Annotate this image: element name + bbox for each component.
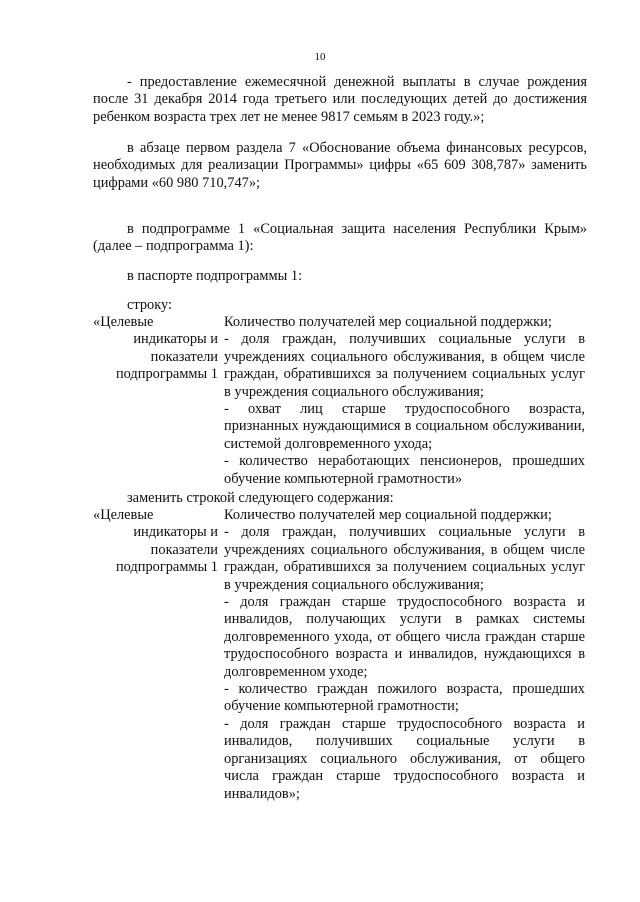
indicator-item: - количество граждан пожилого возраста, прошедших обучение компьютерной грамотности; [224, 681, 585, 715]
label-line: подпрограммы 1 [115, 366, 218, 383]
paragraph-subprogram1: в подпрограмме 1 «Социальная защита населения Республики Крым» (далее – подпрограмма 1): [93, 221, 587, 255]
label-replace: заменить строкой следующего содержания: [127, 490, 394, 506]
label-line: показатели [150, 541, 218, 558]
new-row-label [93, 507, 218, 577]
indicator-item: - доля граждан старше трудоспособного возраста и инвалидов, получивших социальные услуги в организациях социального обслуживания, от общего числа граждан старше трудоспособного возраста и инвалидов»; [224, 715, 585, 802]
label-line: подпрограммы 1 [115, 559, 218, 576]
indicator-item: - доля граждан старше трудоспособного возраста и инвалидов, получающих услуги в рамках системы долговременного ухода, от общего числа граждан старше трудоспособного возраста и инвалидов, нуждающихся в долговременном уходе; [224, 594, 585, 680]
paragraph-payment: - предоставление ежемесячной денежной выплаты в случае рождения после 31 декабря 2014 года третьего или последующих детей до достижения ребенком возраста трех лет не менее 9817 семьям в 2023 году.»; [93, 74, 587, 125]
label-line: индикаторы и [133, 331, 218, 348]
indicator-item: - доля граждан, получивших социальные услуги в учреждениях социального обслуживания, в общем числе граждан, обратившихся за получением социальных услуг в учреждения социального обслуживания; [224, 331, 585, 400]
paragraph-section7: в абзаце первом раздела 7 «Обоснование объема финансовых ресурсов, необходимых для реализации Программы» цифры «65 609 308,787» заменить цифрами «60 980 710,747»; [93, 140, 587, 191]
old-row-content [224, 314, 585, 488]
label-line: индикаторы и [133, 524, 218, 541]
new-row-content [224, 507, 585, 803]
label-line: показатели [150, 348, 218, 365]
indicator-item: - доля граждан, получивших социальные услуги в учреждениях социального обслуживания, в общем числе граждан, обратившихся за получением социальных услуг в учреждения социального обслуживания; [224, 524, 585, 593]
indicator-item: - охват лиц старше трудоспособного возраста, признанных нуждающимися в социальном обслуживании, системой долговременного ухода; [224, 401, 585, 452]
label-line: «Целевые [93, 507, 154, 523]
label-row: строку: [127, 297, 173, 313]
indicator-item: Количество получателей мер социальной поддержки; [224, 507, 552, 523]
label-line: «Целевые [93, 314, 154, 330]
indicator-item: - количество неработающих пенсионеров, прошедших обучение компьютерной грамотности» [224, 453, 585, 487]
paragraph-passport: в паспорте подпрограммы 1: [127, 268, 303, 284]
old-row-label [93, 314, 218, 384]
page-number: 10 [314, 51, 326, 63]
indicator-item: Количество получателей мер социальной поддержки; [224, 314, 552, 330]
